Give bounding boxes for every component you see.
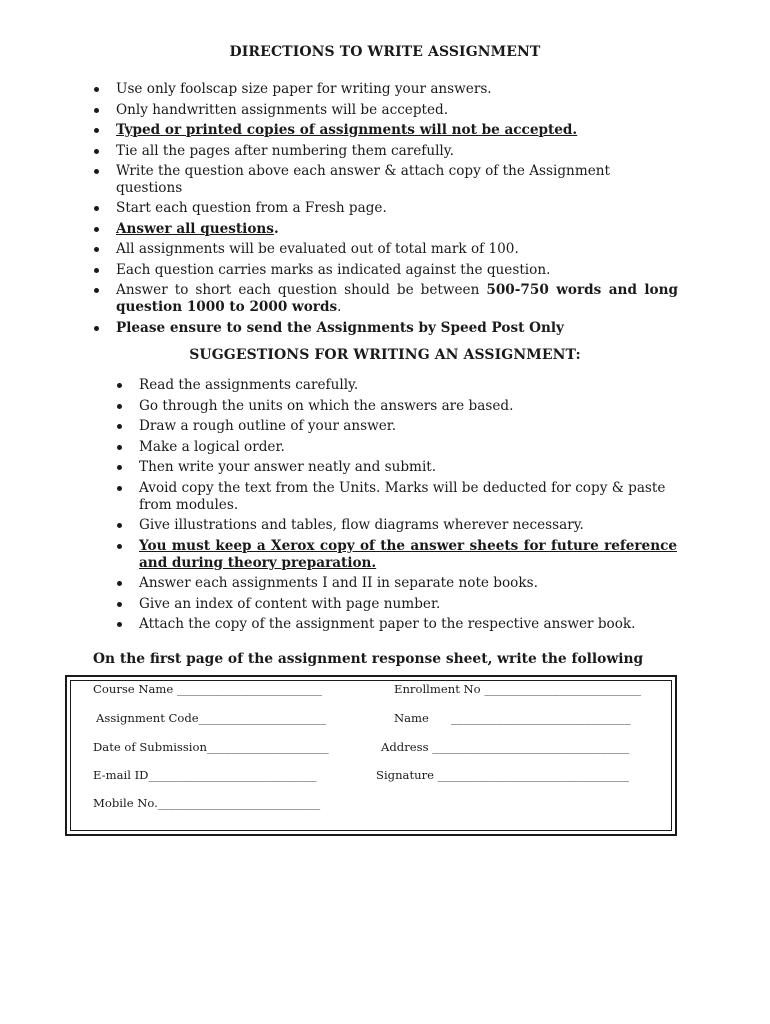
list-item-text: Then write your answer neatly and submit.	[139, 459, 437, 475]
list-item-period: .	[273, 220, 279, 237]
email-id-field: E-mail ID_____________________________	[93, 768, 317, 782]
list-item-text: Attach the copy of the assignment paper to the respective answer book.	[139, 616, 636, 632]
response-sheet-box	[65, 675, 677, 836]
list-item	[139, 377, 677, 394]
list-item-text: Write the question above each answer & attach copy of the Assignment questions	[116, 163, 610, 196]
list-item	[116, 262, 678, 279]
list-item-text: All assignments will be evaluated out of total mark of 100.	[116, 241, 519, 257]
list-item	[116, 200, 678, 217]
list-item-period: .	[337, 299, 342, 315]
list-item-text: Start each question from a Fresh page.	[116, 200, 387, 216]
list-item	[116, 102, 678, 119]
course-name-field: Course Name _________________________	[93, 682, 322, 696]
list-item	[116, 241, 678, 258]
list-item-text: Give illustrations and tables, flow diagrams wherever necessary.	[139, 517, 584, 533]
response-sheet-instruction: On the first page of the assignment response sheet, write the following	[93, 651, 644, 667]
list-item-text: Tie all the pages after numbering them carefully.	[116, 142, 454, 159]
list-item	[116, 163, 678, 197]
list-item-text: Answer each assignments I and II in separate note books.	[139, 575, 538, 591]
list-item	[139, 459, 677, 476]
list-item	[116, 81, 678, 98]
list-item-text: Draw a rough outline of your answer.	[139, 418, 397, 434]
suggestions-title: SUGGESTIONS FOR WRITING AN ASSIGNMENT:	[189, 347, 581, 363]
list-item-text: Please ensure to send the Assignments by Speed Post Only	[116, 319, 564, 336]
list-item-text: Each question carries marks as indicated against the question.	[116, 261, 551, 278]
list-item	[116, 122, 678, 139]
list-item	[116, 320, 678, 337]
list-item	[139, 575, 677, 592]
list-item-text: Answer to short each question should be between	[116, 282, 487, 298]
list-item	[116, 221, 678, 238]
list-item-text: Go through the units on which the answers are based.	[139, 397, 514, 414]
mobile-no-field: Mobile No.____________________________	[93, 796, 321, 810]
list-item	[139, 616, 677, 633]
date-of-submission-field: Date of Submission_____________________	[93, 740, 329, 754]
enrollment-no-field: Enrollment No ___________________________	[394, 682, 641, 696]
address-field: Address __________________________________	[381, 740, 630, 754]
list-item-text: Typed or printed copies of assignments will not be accepted.	[116, 122, 578, 138]
list-item-text: Give an index of content with page number.	[139, 595, 441, 612]
assignment-code-field: Assignment Code______________________	[96, 711, 327, 725]
list-item	[116, 282, 678, 316]
list-item-text: Avoid copy the text from the Units. Marks will be deducted for copy & paste from modules.	[139, 479, 666, 513]
list-item	[139, 596, 677, 613]
list-item-text: Make a logical order.	[139, 438, 285, 455]
word-limit-text: 500-750 words and long question 1000 to 2000 words	[116, 282, 679, 315]
directions-list	[116, 81, 678, 340]
list-item-text: Only handwritten assignments will be accepted.	[116, 101, 449, 118]
list-item	[139, 538, 677, 572]
directions-title: DIRECTIONS TO WRITE ASSIGNMENT	[229, 44, 541, 60]
list-item	[116, 143, 678, 160]
suggestions-list	[139, 377, 677, 637]
list-item-text: Answer all questions	[116, 220, 274, 237]
signature-field: Signature _________________________________	[376, 768, 629, 782]
name-field: Name _______________________________	[394, 711, 631, 725]
list-item-text: You must keep a Xerox copy of the answer sheets for future reference and during theory preparation.	[139, 537, 677, 571]
list-item	[139, 418, 677, 435]
list-item	[139, 439, 677, 456]
list-item-text: Use only foolscap size paper for writing your answers.	[116, 81, 492, 97]
list-item	[139, 517, 677, 534]
list-item-text: Read the assignments carefully.	[139, 377, 359, 393]
list-item	[139, 398, 677, 415]
list-item	[139, 480, 677, 514]
